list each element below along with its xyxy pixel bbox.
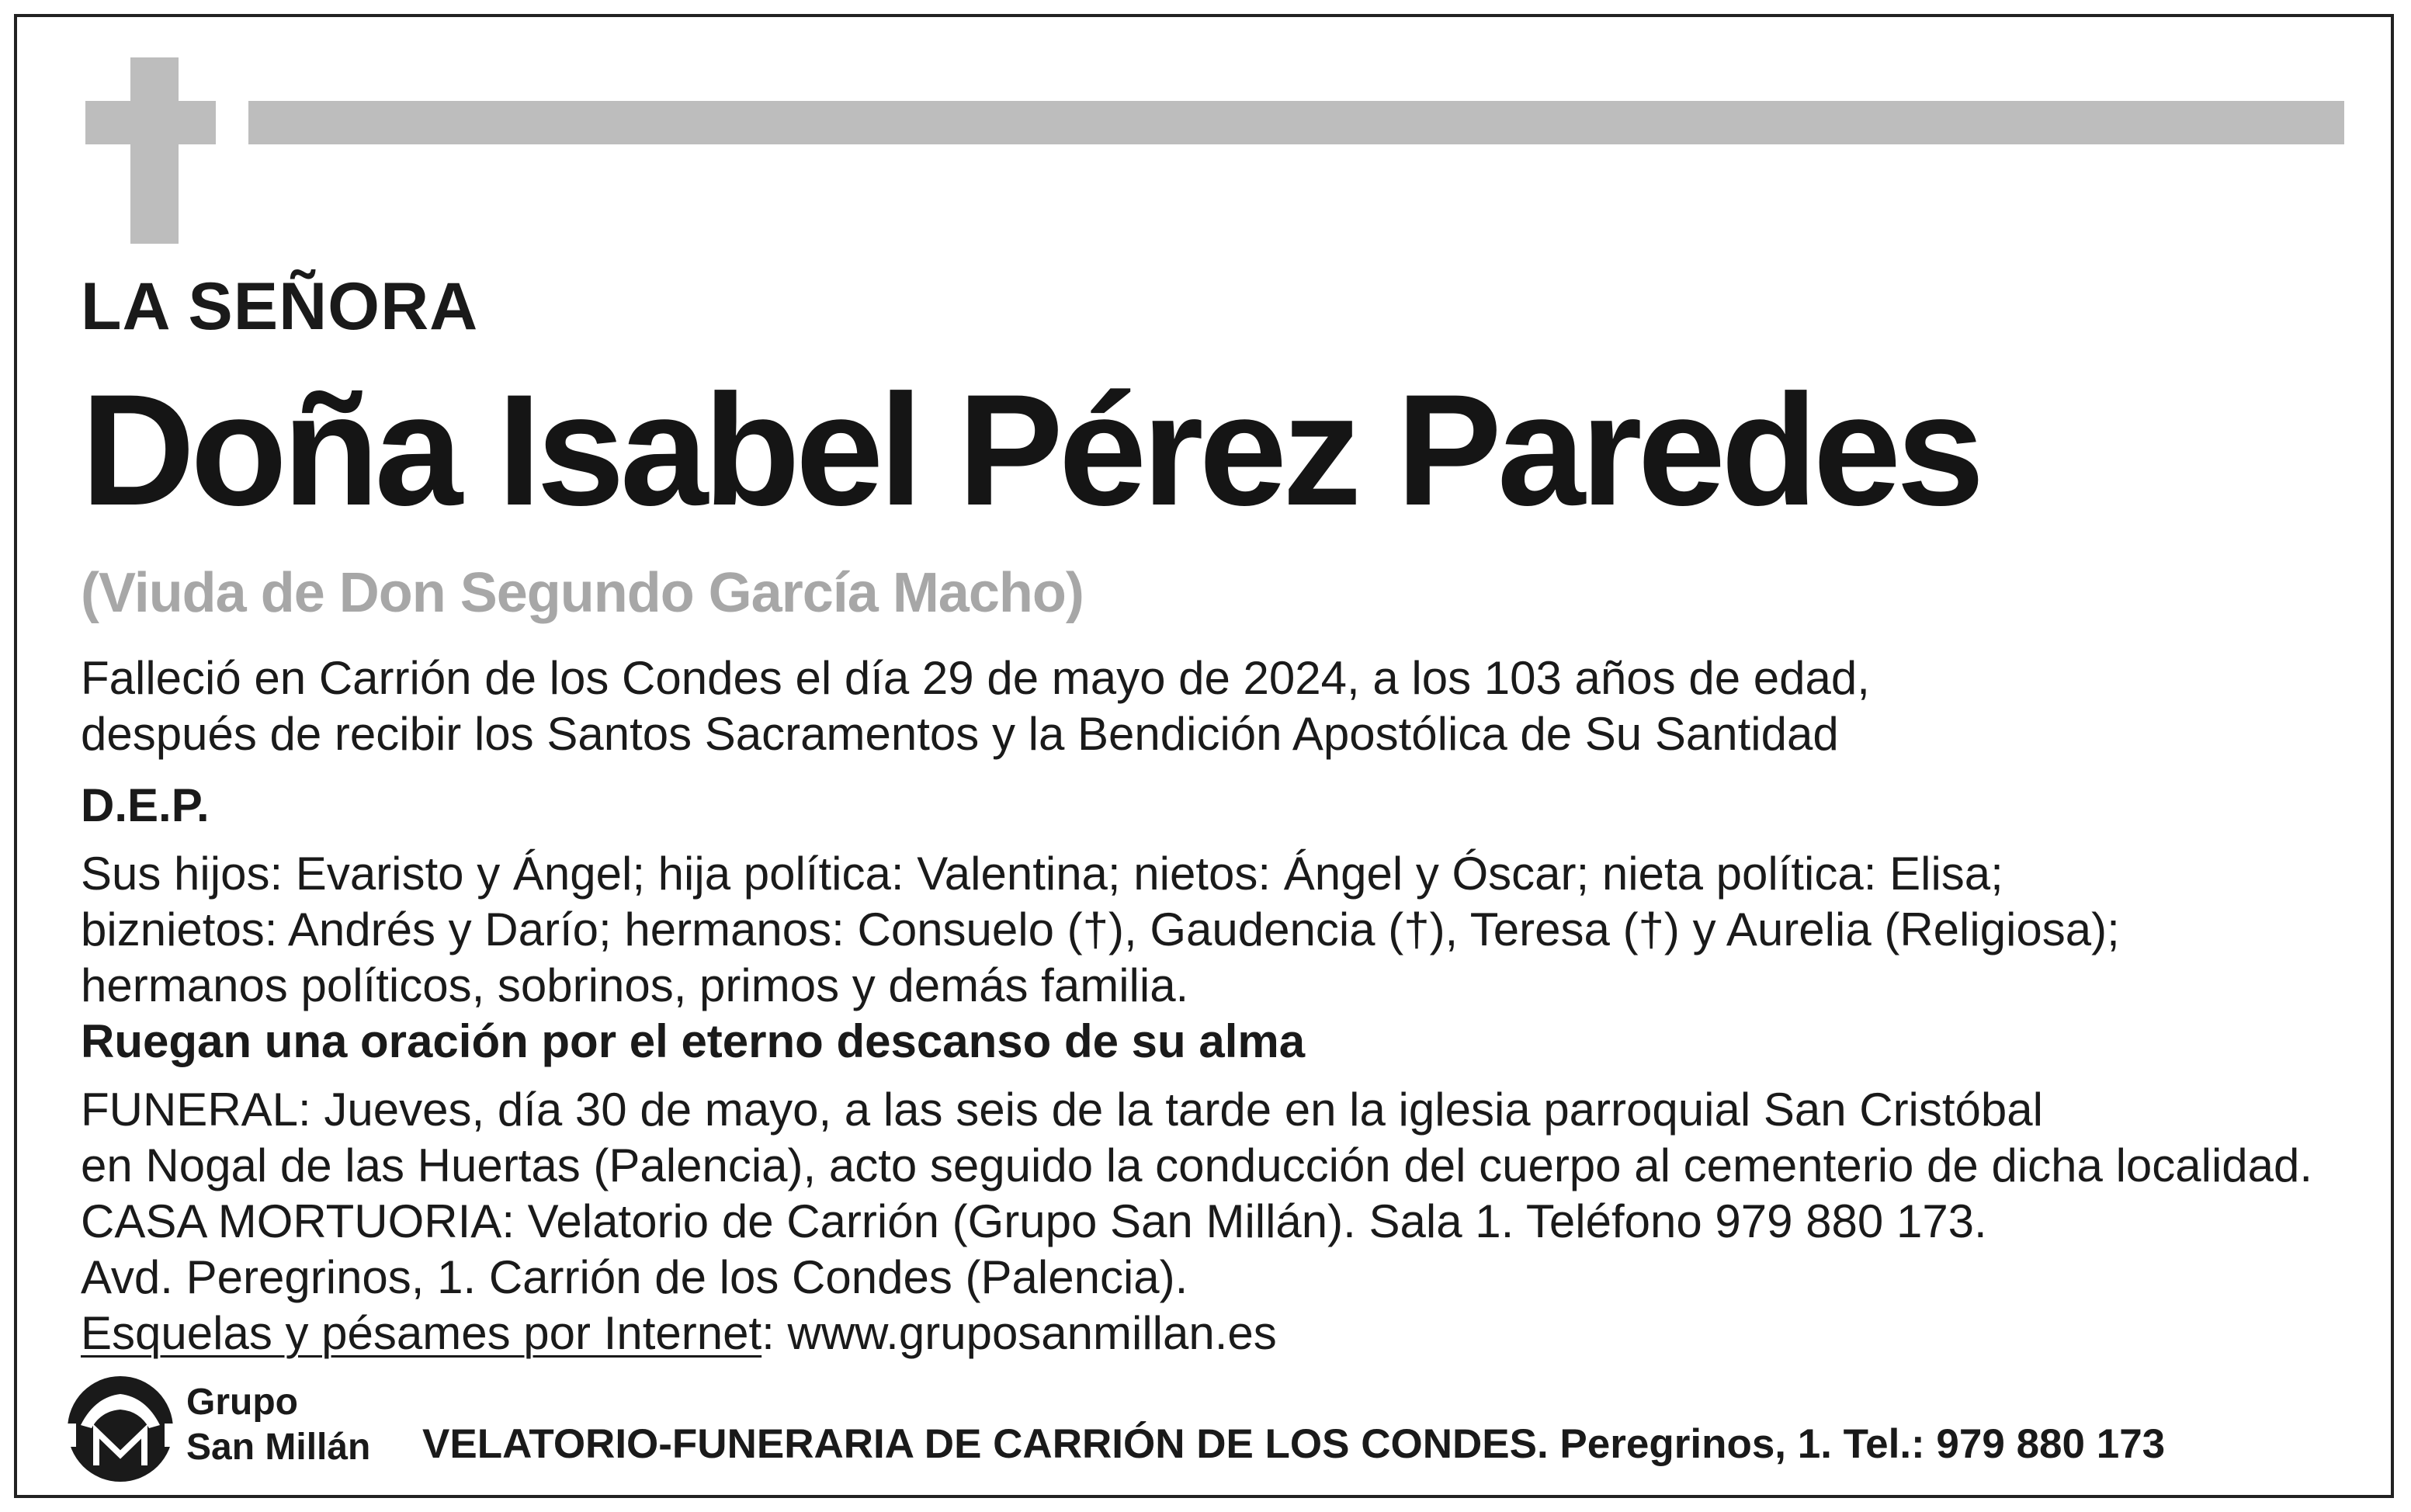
footer-contact: VELATORIO-FUNERARIA DE CARRIÓN DE LOS CONDES. Peregrinos, 1. Tel.: 979 880 173 [422, 1421, 2166, 1467]
logo-line-name: San Millán [186, 1427, 371, 1468]
cross-icon-vertical [130, 57, 179, 244]
announcement-line: después de recibir los Santos Sacramentos y la Bendición Apostólica de Su Santidad [81, 708, 1839, 760]
header-bar [248, 101, 2344, 144]
website-link[interactable]: www.gruposanmillan.es [787, 1307, 1277, 1359]
announcement-line: Falleció en Carrión de los Condes el día 29 de mayo de 2024, a los 103 años de edad, [81, 652, 1870, 704]
announcement [81, 650, 1870, 762]
family-line: biznietos: Andrés y Darío; hermanos: Consuelo (†), Gaudencia (†), Teresa (†) y Aurelia (Religiosa); [81, 903, 2120, 955]
grupo-san-millan-logo-icon [65, 1374, 175, 1484]
funeral-line: en Nogal de las Huertas (Palencia), acto seguido la conducción del cuerpo al cementerio de dicha localidad. [81, 1139, 2313, 1191]
funeral-details [81, 1082, 2312, 1361]
widow-note: (Viuda de Don Segundo García Macho) [81, 562, 1084, 624]
title-label: LA SEÑORA [81, 269, 479, 344]
internet-line [81, 1306, 2312, 1361]
logo-text [186, 1380, 370, 1470]
dep-label: D.E.P. [81, 779, 210, 831]
internet-separator: : [761, 1307, 788, 1359]
funeral-line: FUNERAL: Jueves, día 30 de mayo, a las seis de la tarde en la iglesia parroquial San Cristóbal [81, 1084, 2043, 1136]
family-line: Sus hijos: Evaristo y Ángel; hija política: Valentina; nietos: Ángel y Óscar; nieta política: Elisa; [81, 848, 2003, 900]
internet-link[interactable]: Esquelas y pésames por Internet [81, 1307, 762, 1359]
logo-line-group: Grupo [186, 1382, 298, 1423]
mortuary-line: CASA MORTUORIA: Velatorio de Carrión (Grupo San Millán). Sala 1. Teléfono 979 880 173. [81, 1195, 1987, 1247]
family-list [81, 846, 2120, 1014]
address-line: Avd. Peregrinos, 1. Carrión de los Condes (Palencia). [81, 1251, 1188, 1303]
cross-icon-horizontal [85, 101, 216, 144]
family-line: hermanos políticos, sobrinos, primos y demás familia. [81, 959, 1189, 1011]
deceased-name: Doña Isabel Pérez Paredes [81, 362, 1980, 539]
prayer-request: Ruegan una oración por el eterno descanso de su alma [81, 1015, 1306, 1067]
